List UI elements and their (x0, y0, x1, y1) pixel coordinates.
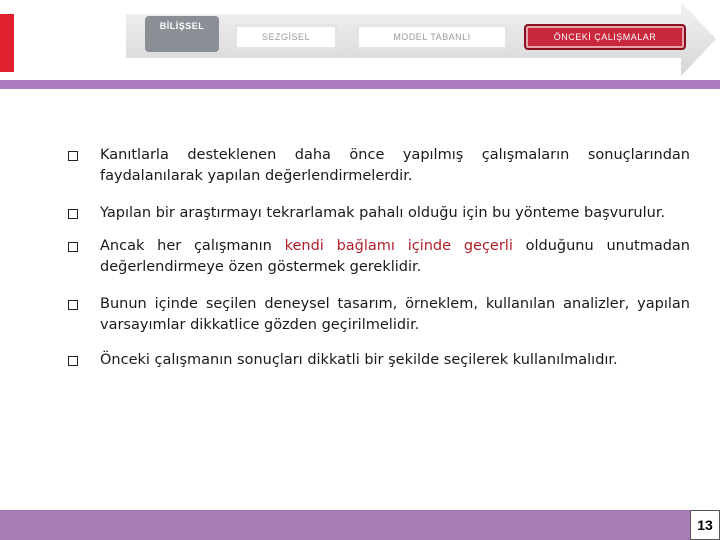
square-bullet-icon (68, 356, 78, 366)
square-bullet-icon (68, 209, 78, 219)
step-previous-studies[interactable] (524, 24, 686, 50)
header-divider-bar (0, 80, 720, 89)
process-arrow (126, 2, 716, 76)
red-side-tab (0, 14, 14, 72)
square-bullet-icon (68, 242, 78, 252)
footer-bar (0, 510, 690, 540)
step-model-based[interactable] (356, 24, 508, 50)
highlighted-phrase: kendi bağlamı içinde geçerli (284, 238, 513, 254)
step-label: SEZGİSEL (261, 32, 310, 42)
bullet-text-before: Ancak her çalışmanın (100, 238, 285, 254)
page-number: 13 (690, 510, 720, 540)
square-bullet-icon (68, 300, 78, 310)
step-label: ÖNCEKİ ÇALIŞMALAR (553, 32, 657, 42)
step-intuitive[interactable] (234, 24, 338, 50)
bullet-text (100, 236, 690, 278)
bullet-text: Yapılan bir araştırmayı tekrarlamak pahalı olduğu için bu yönteme başvurulur. (100, 205, 666, 221)
step-label: MODEL TABANLI (393, 32, 471, 42)
bullet-text: Bunun içinde seçilen deneysel tasarım, örneklem, kullanılan analizler, yapılan varsayımlar dikkatlice gözden geçirilmelidir. (100, 296, 690, 333)
bullet-text: Kanıtlarla desteklenen daha önce yapılmış çalışmaların sonuçlarından faydalanılarak yapılan değerlendirmelerdir. (100, 147, 690, 184)
step-cognitive[interactable] (145, 16, 219, 52)
bullet-text: Önceki çalışmanın sonuçları dikkatli bir şekilde seçilerek kullanılmalıdır. (100, 352, 618, 368)
square-bullet-icon (68, 151, 78, 161)
bullet-text-after: olduğunu unutmadan değerlendirmeye özen göstermek gereklidir. (100, 238, 690, 275)
step-label: BİLİŞSEL (159, 21, 205, 31)
